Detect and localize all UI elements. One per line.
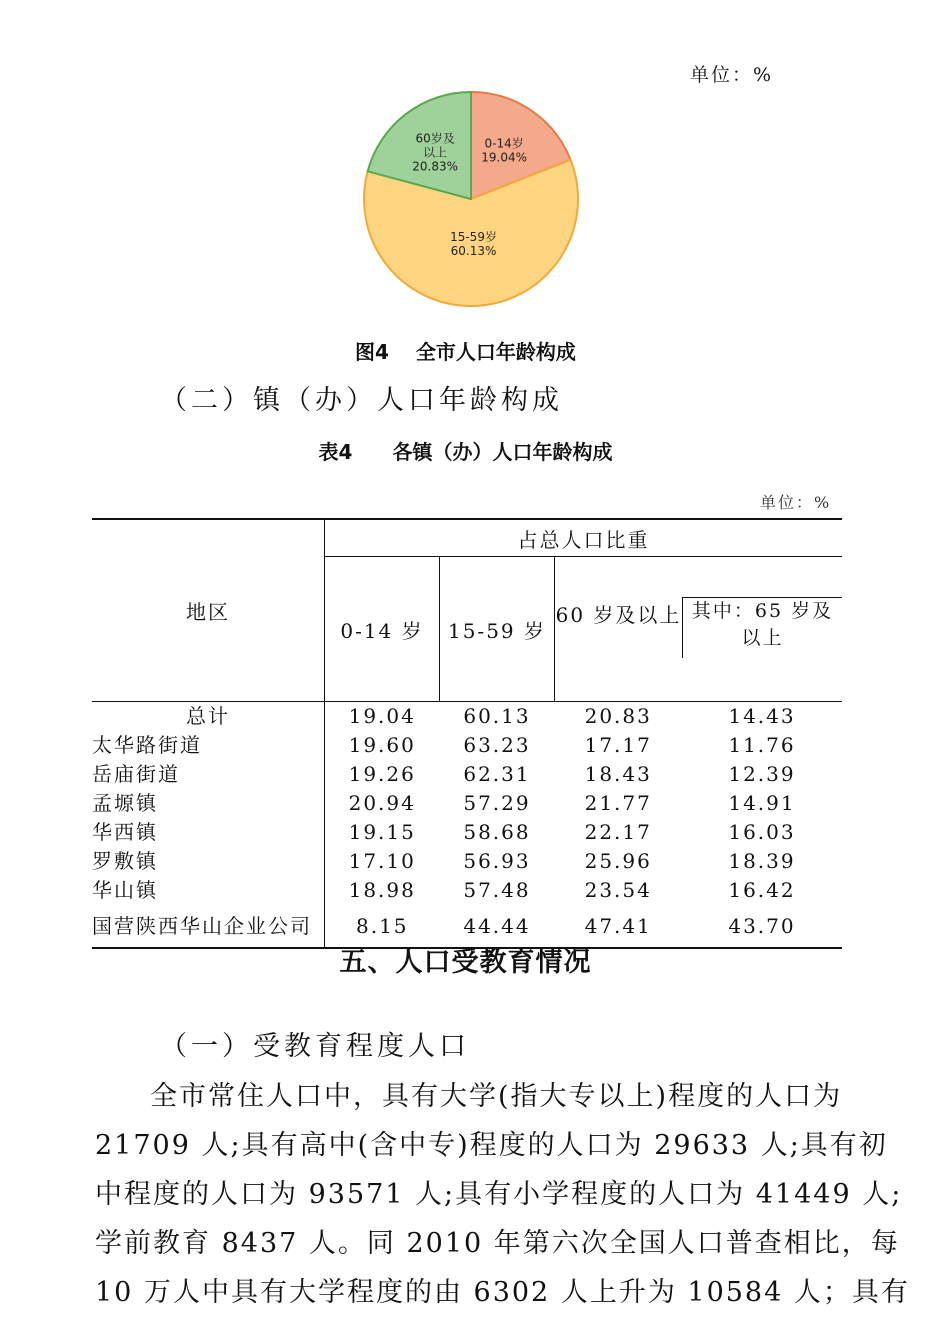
row-value: 17.17	[584, 733, 652, 757]
row-area-name: 国营陕西华山企业公司	[92, 905, 325, 948]
row-value: 14.91	[728, 791, 796, 815]
figure-caption: 图4 全市人口年龄构成	[355, 340, 576, 364]
table-caption: 表4 各镇（办）人口年龄构成	[318, 440, 613, 464]
row-value: 47.41	[555, 905, 683, 948]
row-value: 18.98	[348, 878, 416, 902]
row-area-name: 总计	[92, 702, 325, 732]
table-row	[92, 702, 842, 732]
paragraph-line: 中程度的人口为 93571 人;具有小学程度的人口为 41449 人;	[95, 1179, 903, 1210]
row-value: 19.15	[348, 820, 416, 844]
row-value: 22.17	[584, 820, 652, 844]
header-col-65-plus: 其中：65 岁及以上	[682, 597, 842, 658]
paragraph-line: 学前教育 8437 人。同 2010 年第六次全国人口普查相比，每	[95, 1228, 900, 1259]
row-value: 25.96	[584, 849, 652, 873]
row-value: 18.39	[728, 849, 796, 873]
pie-slice-value-label: 60.13%	[450, 243, 497, 258]
row-value: 20.83	[555, 702, 683, 732]
table-row	[92, 789, 842, 818]
row-area-name: 罗敷镇	[92, 847, 325, 876]
paragraph-line: 全市常住人口中，具有大学(指大专以上)程度的人口为	[150, 1081, 843, 1112]
header-col-0-14: 0-14 岁	[340, 618, 424, 643]
education-paragraph	[95, 1072, 910, 1317]
row-area-name: 华山镇	[92, 876, 325, 905]
row-value: 14.43	[682, 702, 842, 732]
row-value: 43.70	[682, 905, 842, 948]
row-value: 16.03	[728, 820, 796, 844]
row-area-name: 岳庙街道	[92, 760, 325, 789]
row-area-name: 太华路街道	[92, 731, 325, 760]
row-value: 58.68	[463, 820, 531, 844]
row-value: 63.23	[463, 733, 531, 757]
section-5-heading: 五、人口受教育情况	[339, 947, 592, 978]
table-row	[92, 760, 842, 789]
header-col-15-59: 15-59 岁	[440, 557, 555, 702]
row-value: 57.29	[463, 791, 531, 815]
row-value: 20.94	[348, 791, 416, 815]
header-area: 地区	[92, 519, 325, 702]
row-value: 19.04	[325, 702, 440, 732]
header-col-60-plus: 60 岁及以上	[555, 557, 683, 702]
row-value: 23.54	[584, 878, 652, 902]
row-value: 60.13	[440, 702, 555, 732]
row-value: 62.31	[463, 762, 531, 786]
table-row	[92, 731, 842, 760]
row-value: 44.44	[440, 905, 555, 948]
row-value: 19.60	[348, 733, 416, 757]
row-value: 57.48	[463, 878, 531, 902]
header-group: 占总人口比重	[325, 519, 843, 557]
age-structure-pie-chart	[340, 80, 600, 320]
table-row	[92, 847, 842, 876]
age-structure-table	[92, 518, 842, 949]
row-value: 12.39	[728, 762, 796, 786]
row-value: 8.15	[325, 905, 440, 948]
row-value: 18.43	[584, 762, 652, 786]
pie-slice-category-label: 15-59岁	[450, 229, 497, 244]
row-area-name: 华西镇	[92, 818, 325, 847]
pie-slice-value-label: 19.04%	[481, 150, 528, 165]
row-value: 56.93	[463, 849, 531, 873]
subsection-1-heading: （一）受教育程度人口	[160, 1031, 470, 1062]
paragraph-line: 21709 人;具有高中(含中专)程度的人口为 29633 人;具有初	[95, 1130, 888, 1161]
paragraph-line: 10 万人中具有大学程度的由 6302 人上升为 10584 人；具有	[95, 1277, 910, 1308]
row-value: 11.76	[728, 733, 796, 757]
table-row	[92, 818, 842, 847]
pie-slice-category-label: 60岁及	[415, 131, 455, 146]
row-value: 21.77	[584, 791, 652, 815]
section-2-heading: （二）镇（办）人口年龄构成	[160, 385, 563, 416]
unit-label-top: 单位：%	[690, 64, 774, 86]
row-value: 17.10	[348, 849, 416, 873]
pie-slice-category-label: 0-14岁	[484, 136, 524, 151]
row-area-name: 孟塬镇	[92, 789, 325, 818]
row-value: 16.42	[728, 878, 796, 902]
pie-slice-value-label: 20.83%	[412, 159, 459, 174]
row-value: 19.26	[348, 762, 416, 786]
pie-slice-category-label: 以上	[423, 145, 448, 160]
table-unit-label: 单位：%	[760, 493, 832, 512]
table-row	[92, 876, 842, 905]
